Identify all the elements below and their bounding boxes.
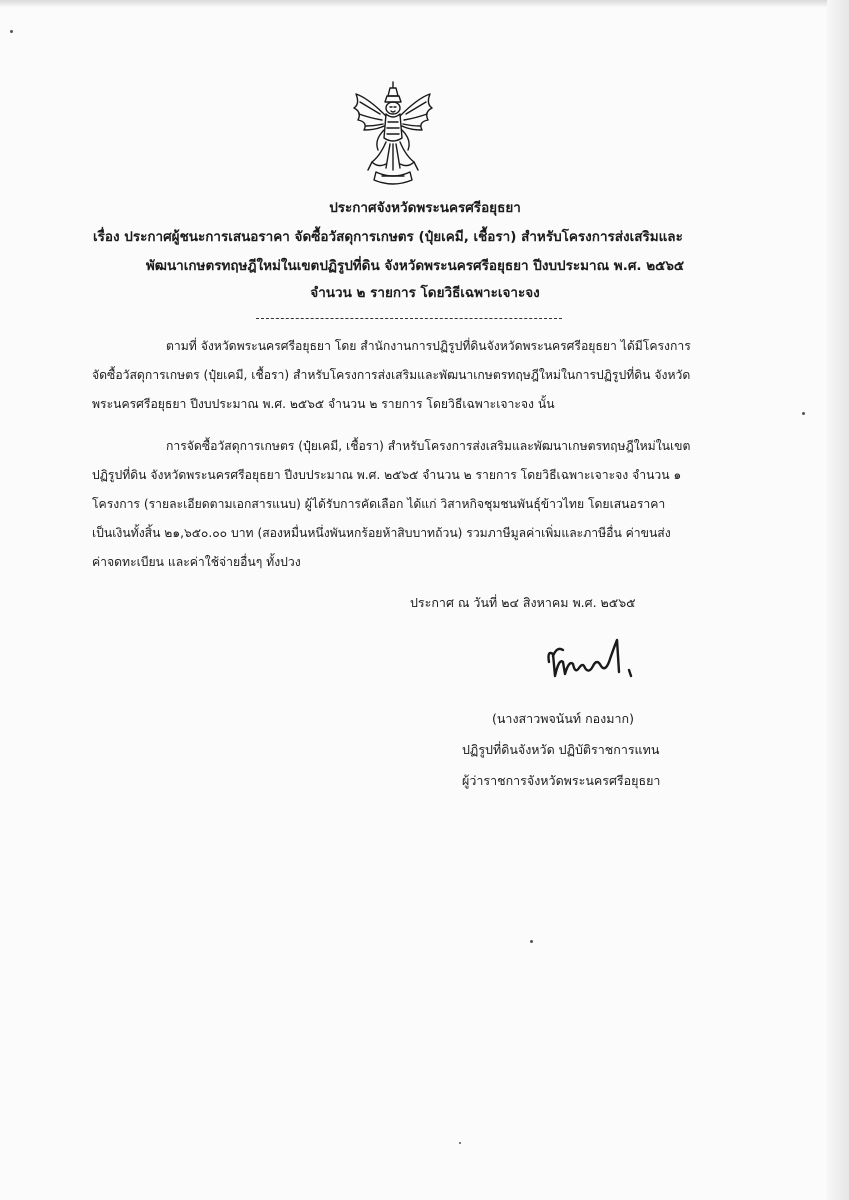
paragraph-2-line-3: โครงการ (รายละเอียดตามเอกสารแนบ) ผู้ได้รับการคัดเลือก ได้แก่ วิสาหกิจชุมชนพันธุ์ข้าวไทย โดยเสนอราคา xyxy=(92,497,666,511)
announcement-header: ประกาศจังหวัดพระนครศรีอยุธยา xyxy=(329,200,521,216)
garuda-emblem-icon xyxy=(346,80,440,190)
scan-speck xyxy=(10,30,13,33)
signatory-name: (นางสาวพจนันท์ กองมาก) xyxy=(492,711,634,726)
paragraph-1-line-3: พระนครศรีอยุธยา ปีงบประมาณ พ.ศ. ๒๕๖๕ จำนวน ๒ รายการ โดยวิธีเฉพาะเจาะจง นั้น xyxy=(92,397,555,411)
scan-speck xyxy=(802,412,805,415)
paragraph-1-line-2: จัดซื้อวัสดุการเกษตร (ปุ๋ยเคมี, เชื้อรา) สำหรับโครงการส่งเสริมและพัฒนาเกษตรทฤษฎีใหม่ในการปฏิรูปที่ดิน จังหวัด xyxy=(92,368,691,382)
signatory-on-behalf: ผู้ว่าราชการจังหวัดพระนครศรีอยุธยา xyxy=(462,773,661,788)
handwritten-signature xyxy=(543,632,643,694)
date-line: ประกาศ ณ วันที่ ๒๔ สิงหาคม พ.ศ. ๒๕๖๕ xyxy=(410,595,636,610)
paragraph-2-line-1: การจัดซื้อวัสดุการเกษตร (ปุ๋ยเคมี, เชื้อรา) สำหรับโครงการส่งเสริมและพัฒนาเกษตรทฤษฎีใหม่ในเขต xyxy=(166,439,691,453)
signatory-position: ปฏิรูปที่ดินจังหวัด ปฏิบัติราชการแทน xyxy=(462,742,660,757)
paragraph-2-line-5: ค่าจดทะเบียน และค่าใช้จ่ายอื่นๆ ทั้งปวง xyxy=(92,555,301,569)
subject-line-2: พัฒนาเกษตรทฤษฎีใหม่ในเขตปฏิรูปที่ดิน จังหวัดพระนครศรีอยุธยา ปีงบประมาณ พ.ศ. ๒๕๖๕ xyxy=(145,258,685,274)
paragraph-1-line-1: ตามที่ จังหวัดพระนครศรีอยุธยา โดย สำนักงานการปฏิรูปที่ดินจังหวัดพระนครศรีอยุธยา ได้มีโครงการ xyxy=(166,339,691,353)
scan-edge-right xyxy=(827,0,849,1200)
separator-line xyxy=(256,318,562,319)
scan-speck xyxy=(530,940,533,943)
subject-line-3: จำนวน ๒ รายการ โดยวิธีเฉพาะเจาะจง xyxy=(310,285,540,301)
scan-edge-top xyxy=(0,0,849,7)
paragraph-2-line-4: เป็นเงินทั้งสิ้น ๒๑,๖๕๐.๐๐ บาท (สองหมื่นหนึ่งพันหกร้อยห้าสิบบาทถ้วน) รวมภาษีมูลค่าเพิ่มและภาษีอื่น ค่าขนส่ง xyxy=(92,526,671,540)
subject-line-1: เรื่อง ประกาศผู้ชนะการเสนอราคา จัดซื้อวัสดุการเกษตร (ปุ๋ยเคมี, เชื้อรา) สำหรับโครงการส่งเสริมและ xyxy=(93,229,683,245)
paragraph-2-line-2: ปฏิรูปที่ดิน จังหวัดพระนครศรีอยุธยา ปีงบประมาณ พ.ศ. ๒๕๖๕ จำนวน ๒ รายการ โดยวิธีเฉพาะเจาะจง จำนวน ๑ xyxy=(92,468,682,482)
scan-speck xyxy=(459,1142,461,1144)
